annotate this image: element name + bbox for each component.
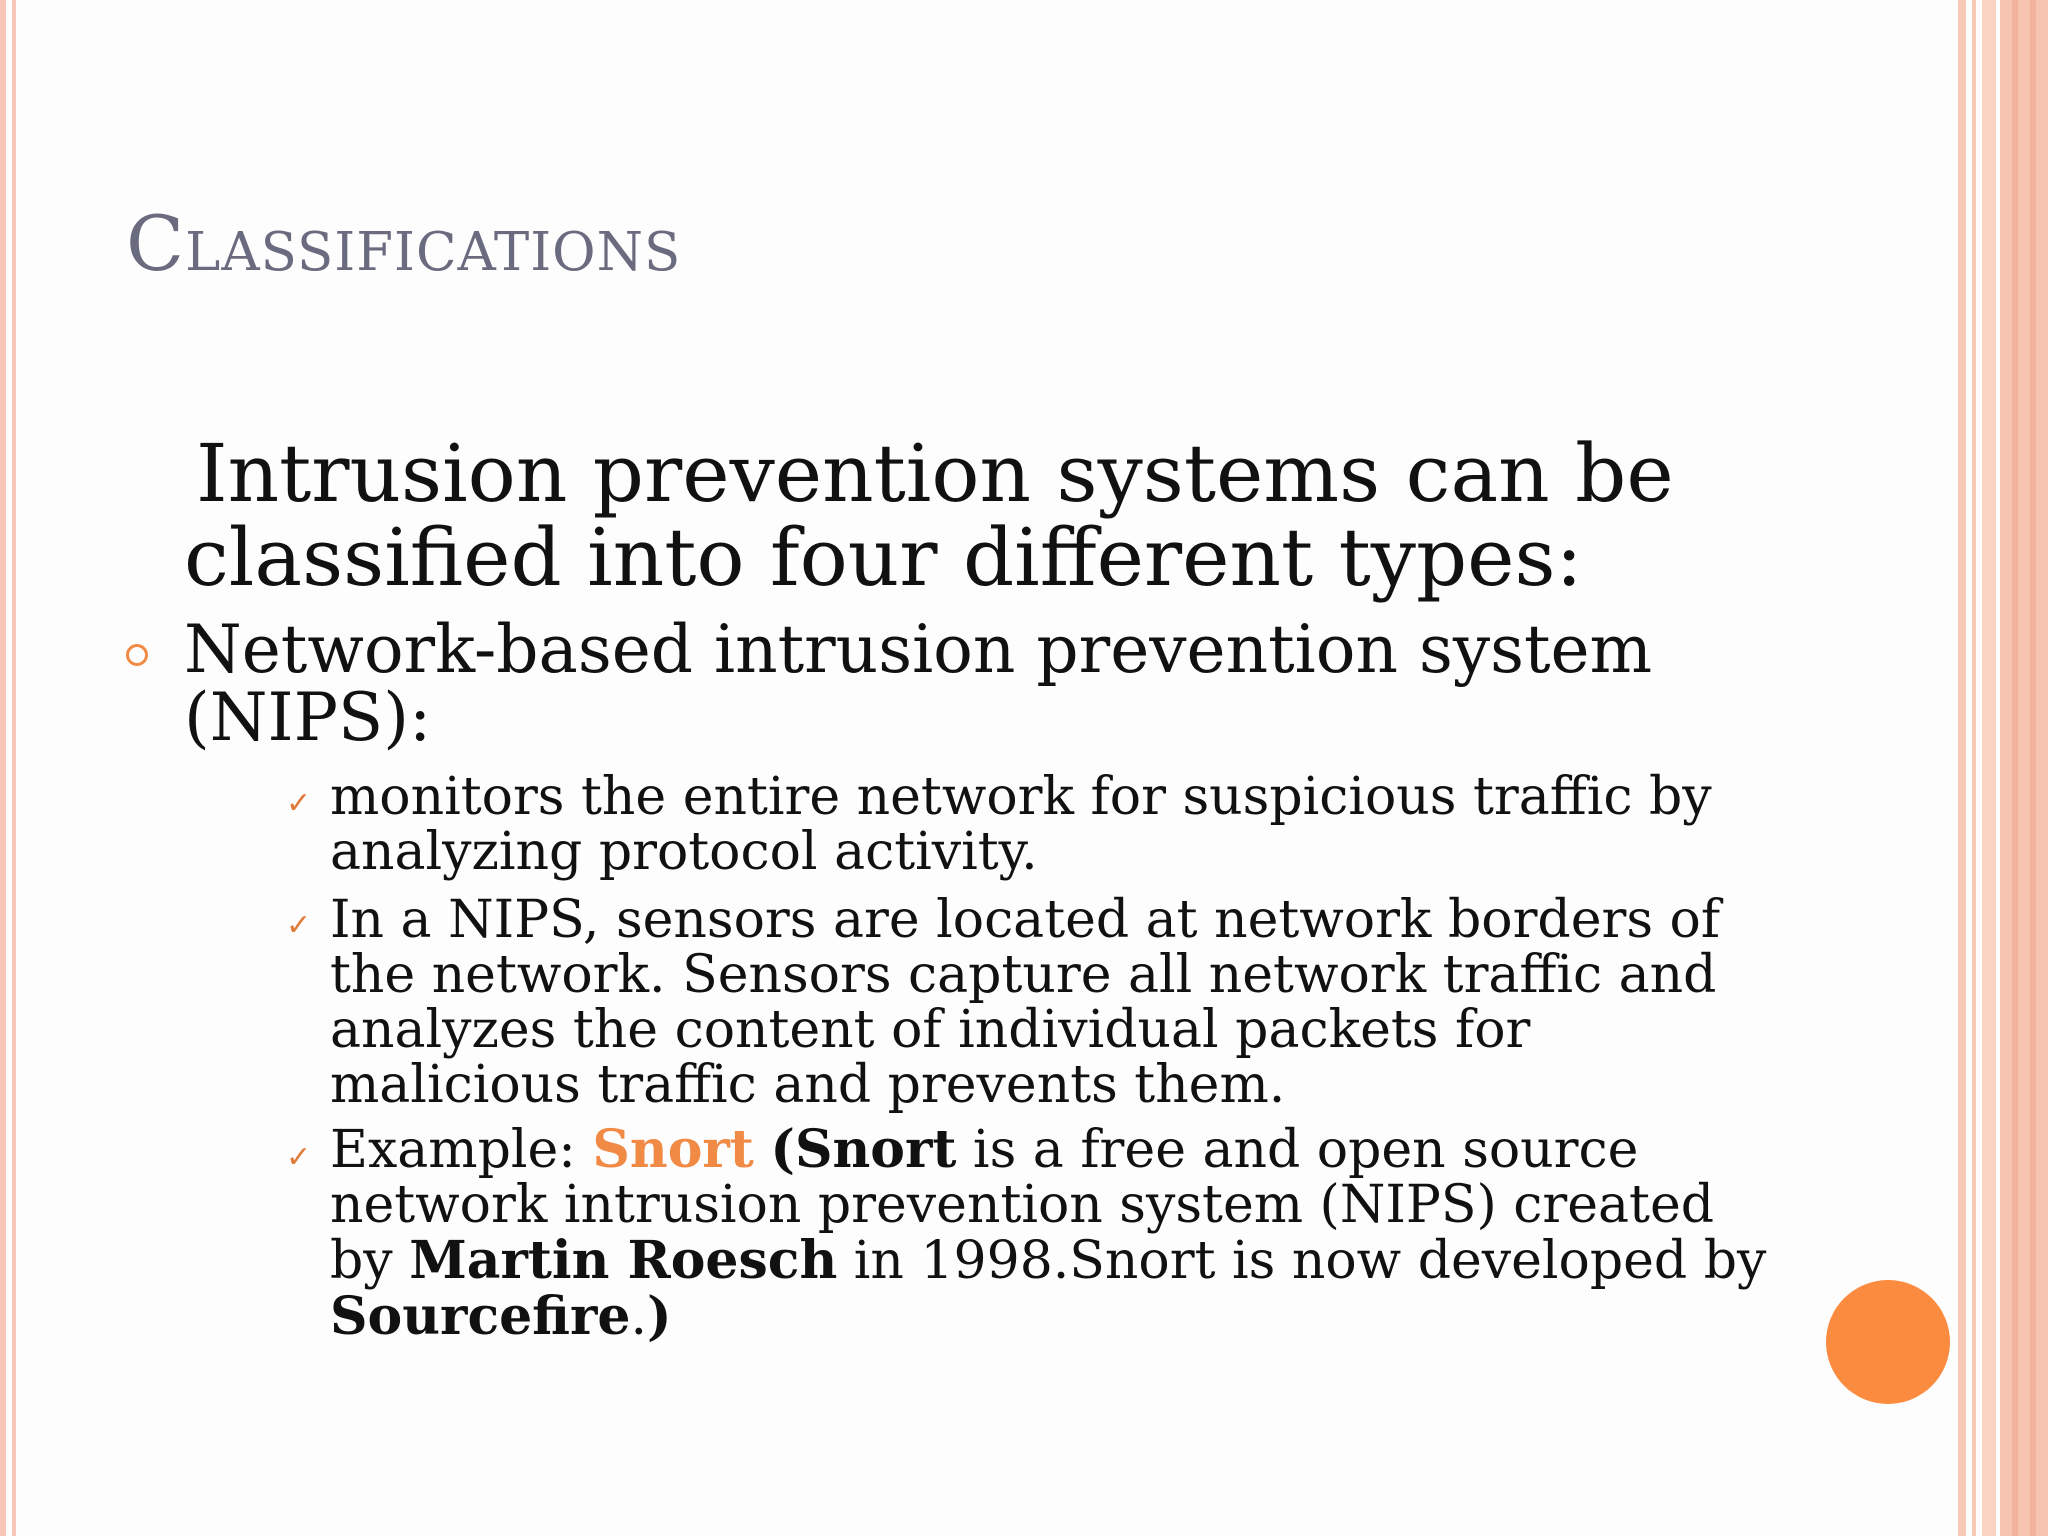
subpoint-example <box>330 1119 1770 1347</box>
subpoint-sensors: In a NIPS, sensors are located at network borders of the network. Sensors capture all network traffic and analyzes the content of individual packets for malicious traffic and prevents them. <box>330 890 1721 1115</box>
example-dot: . <box>630 1287 648 1347</box>
company-name: Sourcefire <box>330 1286 631 1347</box>
right-border-stripe <box>1972 0 1976 1536</box>
bullet-nips: Network-based intrusion prevention system (NIPS): <box>184 611 1653 756</box>
example-text-a: is a free and open source network intrusion prevention system (NIPS) created by <box>330 1120 1715 1291</box>
checkmark-icon: ✓ <box>286 1140 312 1175</box>
example-prefix: Example: <box>330 1120 593 1180</box>
subpoint-monitors: monitors the entire network for suspicious traffic by analyzing protocol activity. <box>330 767 1712 882</box>
hollow-circle-bullet-icon <box>126 644 148 666</box>
author-name: Martin Roesch <box>409 1230 838 1291</box>
right-border-stripe <box>1958 0 1966 1536</box>
right-border-stripe <box>2030 0 2036 1536</box>
snort-highlight: Snort <box>592 1119 754 1180</box>
right-border-band <box>2000 0 2048 1536</box>
example-text-b: in 1998.Snort is now developed by <box>837 1231 1767 1291</box>
intro-paragraph: Intrusion prevention systems can be classified into four different types: <box>184 427 1674 604</box>
slide-title: Classifications <box>126 199 682 288</box>
checkmark-icon: ✓ <box>286 786 312 821</box>
checkmark-icon: ✓ <box>286 908 312 943</box>
right-border-stripe <box>2012 0 2018 1536</box>
decorative-orange-circle <box>1826 1280 1950 1404</box>
right-border-stripe <box>1982 0 1996 1536</box>
closing-paren: ) <box>647 1286 672 1347</box>
left-border-line-inner <box>12 0 16 1536</box>
snort-paren-bold: (Snort <box>770 1119 957 1180</box>
left-border-line <box>0 0 6 1536</box>
